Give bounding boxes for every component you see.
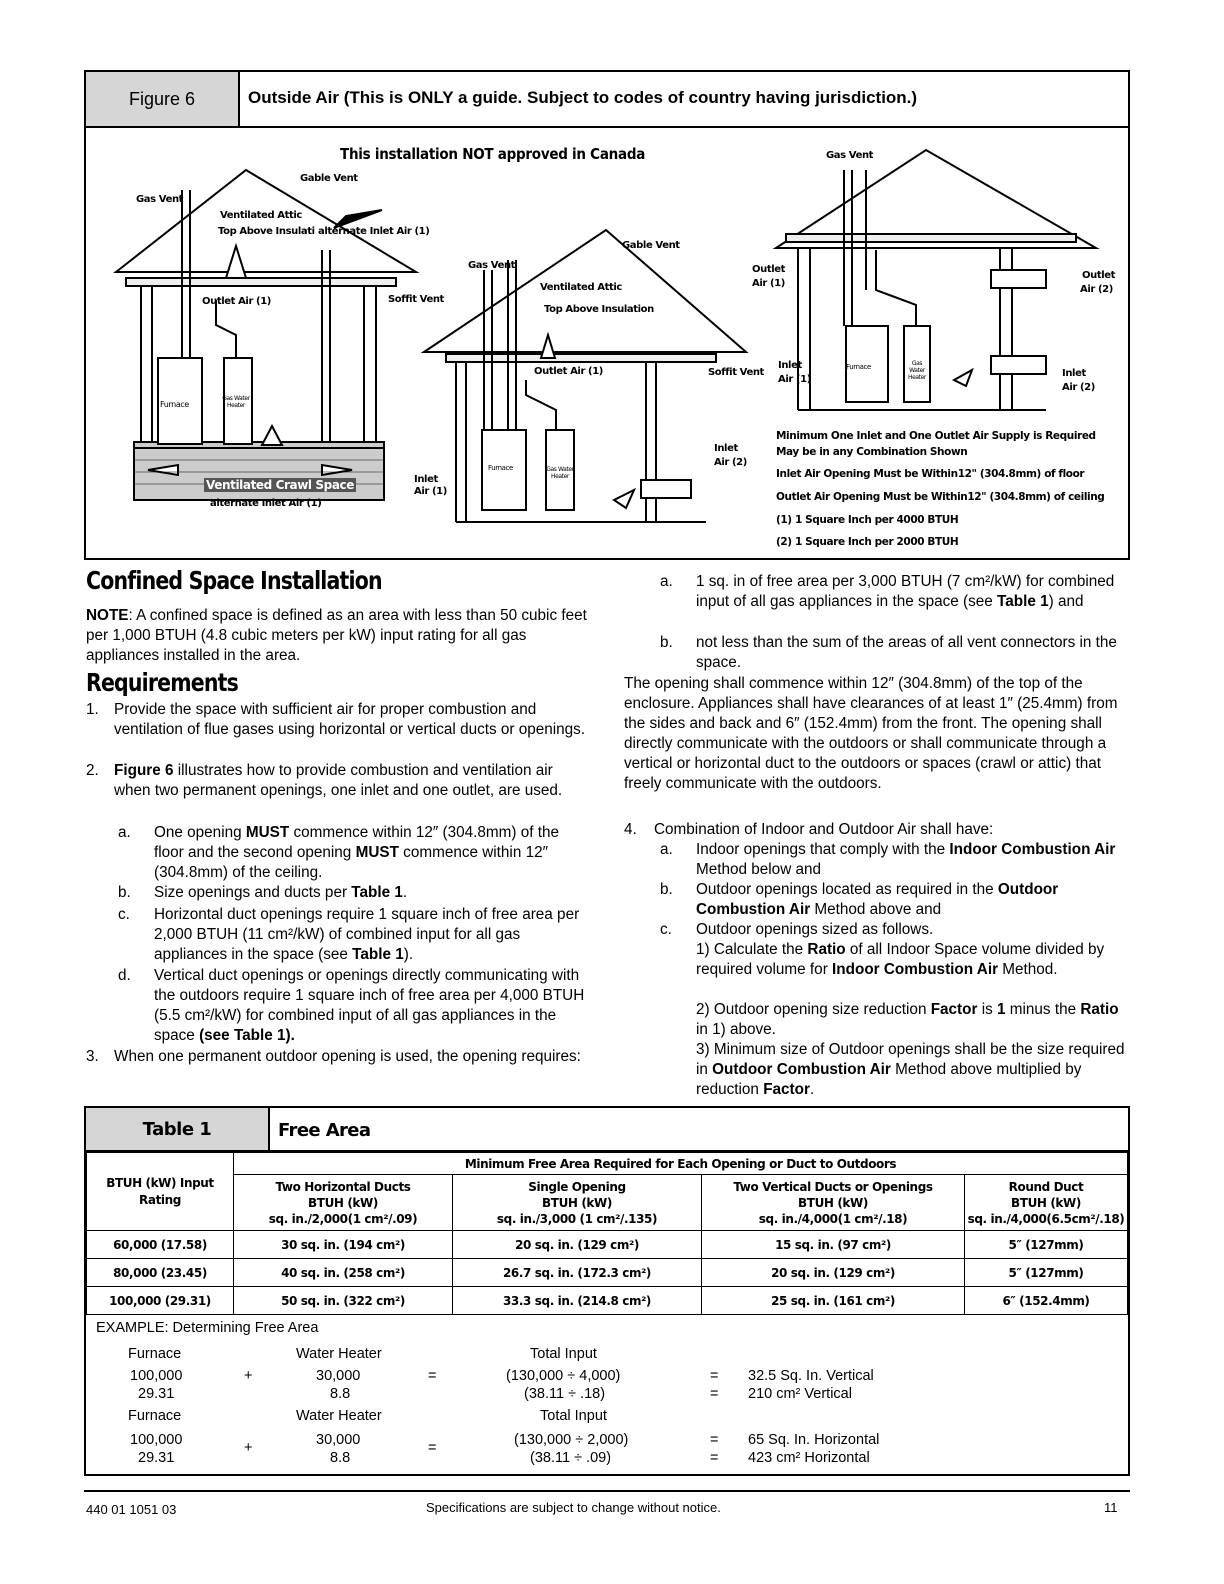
example-result: 65 Sq. In. Horizontal: [748, 1432, 880, 1448]
row-header: BTUH (kW) Input Rating: [87, 1153, 234, 1231]
example-h-water-1: Water Heater: [296, 1346, 382, 1362]
figure-note-6: (2) 1 Square Inch per 2000 BTUH: [776, 536, 959, 548]
example-value: 100,000: [130, 1432, 183, 1448]
col-header-1: Two Horizontal Ducts BTUH (kW) sq. in./2,000(1 cm²/.09): [234, 1175, 453, 1231]
label-air-1-3a: Air (1): [752, 278, 785, 289]
example-h-furnace-2: Furnace: [128, 1408, 182, 1424]
label-crawl-space: Ventilated Crawl Space: [206, 478, 354, 492]
example-eq: =: [428, 1368, 437, 1384]
label-inlet-air-1-h2: Inlet Air (1): [414, 474, 447, 497]
example-h-total-2: Total Input: [540, 1408, 607, 1424]
table-row: 60,000 (17.58) 30 sq. in. (194 cm²) 20 sq. in. (129 cm²) 15 sq. in. (97 cm²) 5″ (127mm): [87, 1231, 1128, 1259]
free-area-table: [86, 1152, 1128, 1315]
figure-note-3: Inlet Air Opening Must be Within12" (304.8mm) of floor: [776, 468, 1085, 480]
example-plus: +: [244, 1440, 253, 1456]
figure-tab: Figure 6: [86, 72, 240, 126]
label-alternate-inlet-below: alternate Inlet Air (1): [210, 498, 322, 509]
label-air-1-3b: Air (1): [778, 374, 811, 385]
step-1: 1) Calculate the Ratio of all Indoor Space volume divided by required volume for Indoor Combustion Air Method.: [696, 941, 1105, 978]
footer-doc-number: 440 01 1051 03: [86, 1502, 177, 1517]
example-value: 29.31: [138, 1386, 175, 1402]
example-result: 423 cm² Horizontal: [748, 1450, 870, 1466]
table-tab: Table 1: [86, 1108, 270, 1150]
opening-paragraph: The opening shall commence within 12″ (304.8mm) of the top of the enclosure. Appliances shall have clearances of at least 1″ (25.4mm) from the sides and back and 6″ (152.4mm) from the front. The opening shall directly communicate with the outdoors or shall communicate through a vertical or horizontal duct to the outdoors or spaces (crawl or attic) that freely communicate with the outdoors.: [624, 675, 1118, 792]
example-eq: =: [710, 1450, 719, 1466]
requirement-2b: Size openings and ducts per Table 1.: [154, 884, 408, 901]
example-value: (38.11 ÷ .18): [524, 1386, 606, 1402]
heading-requirements: Requirements: [86, 668, 239, 697]
label-gas-vent-3: Gas Vent: [826, 150, 874, 161]
example-h-furnace-1: Furnace: [128, 1346, 182, 1362]
step-2: 2) Outdoor opening size reduction Factor is 1 minus the Ratio in 1) above.: [696, 1001, 1119, 1038]
label-furnace-2: Furnace: [488, 464, 513, 472]
label-top-above-insulation-2: Top Above Insulation: [544, 304, 654, 315]
label-air-2-3b: Air (2): [1080, 284, 1113, 295]
requirement-2c: Horizontal duct openings require 1 square inch of free area per 2,000 BTUH (11 cm²/kW) of combined input for all gas appliances in the space (see Table 1).: [154, 906, 580, 963]
span-header: Minimum Free Area Required for Each Opening or Duct to Outdoors: [234, 1153, 1128, 1175]
label-ventilated-attic-1: Ventilated Attic: [220, 210, 302, 221]
example-eq: =: [710, 1432, 719, 1448]
example-value: 8.8: [330, 1450, 351, 1466]
label-furnace-1: Furnace: [160, 400, 189, 409]
figure-note-5: (1) 1 Square Inch per 4000 BTUH: [776, 514, 959, 526]
figure-caption: This installation NOT approved in Canada: [340, 145, 646, 163]
heading-confined-space: Confined Space Installation: [86, 566, 382, 595]
label-top-above-insulation-1: Top Above Insulati: [218, 226, 315, 237]
table-row: 100,000 (29.31) 50 sq. in. (322 cm²) 33.3 sq. in. (214.8 cm²) 25 sq. in. (161 cm²) 6″ (152.4mm): [87, 1287, 1128, 1315]
label-ventilated-attic-2: Ventilated Attic: [540, 282, 622, 293]
requirement-4: Combination of Indoor and Outdoor Air shall have:: [654, 821, 994, 838]
example-eq: =: [428, 1440, 437, 1456]
requirement-2a: One opening MUST commence within 12″ (304.8mm) of the floor and the second opening MUST commence within 12″ (304.8mm) of the ceiling.: [154, 824, 560, 881]
label-inlet-air-2-h2: Inlet Air (2): [714, 443, 747, 468]
example-value: (38.11 ÷ .09): [530, 1450, 612, 1466]
requirement-2: Figure 6 illustrates how to provide combustion and ventilation air when two permanent openings, one inlet and one outlet, are used.: [114, 762, 563, 799]
label-inlet-3b: Inlet: [1062, 368, 1086, 379]
example-result: 32.5 Sq. In. Vertical: [748, 1368, 874, 1384]
label-soffit-vent-1: Soffit Vent: [388, 294, 444, 305]
label-inlet-3a: Inlet: [778, 360, 802, 371]
label-air-2-3c: Air (2): [1062, 382, 1095, 393]
requirement-4c: Outdoor openings sized as follows.: [696, 921, 934, 938]
example-eq: =: [710, 1368, 719, 1384]
requirement-3a: 1 sq. in of free area per 3,000 BTUH (7 cm²/kW) for combined input of all gas appliances in the space (see Table 1) and: [696, 573, 1115, 610]
step-3: 3) Minimum size of Outdoor openings shall be the size required in Outdoor Combustion Air Method above multiplied by reduction Factor.: [696, 1041, 1125, 1098]
requirement-2d: Vertical duct openings or openings directly communicating with the outdoors require 1 square inch of free area per 4,000 BTUH (5.5 cm²/kW) for combined input of all gas appliances in the space (see Table 1).: [154, 967, 585, 1044]
label-gable-vent-1: Gable Vent: [300, 173, 358, 184]
label-alternate-inlet-top: alternate Inlet Air (1): [318, 226, 430, 237]
col-header-4: Round Duct BTUH (kW) sq. in./4,000(6.5cm²/.18): [965, 1175, 1128, 1231]
example-heading: EXAMPLE: Determining Free Area: [96, 1320, 319, 1336]
footer-notice: Specifications are subject to change without notice.: [426, 1500, 721, 1515]
figure-note-4: Outlet Air Opening Must be Within12" (304.8mm) of ceiling: [776, 491, 1105, 503]
figure-note-1: Minimum One Inlet and One Outlet Air Supply is Required: [776, 430, 1096, 442]
example-value: (130,000 ÷ 2,000): [514, 1432, 629, 1448]
example-plus: +: [244, 1368, 253, 1384]
figure-title: Outside Air (This is ONLY a guide. Subject to codes of country having jurisdiction.): [248, 88, 918, 107]
example-value: 29.31: [138, 1450, 175, 1466]
label-water-heater-3: Gas Water Heater: [908, 360, 926, 381]
table-row: 80,000 (23.45) 40 sq. in. (258 cm²) 26.7 sq. in. (172.3 cm²) 20 sq. in. (129 cm²) 5″ (127mm): [87, 1259, 1128, 1287]
footer-page-number: 11: [1104, 1500, 1118, 1515]
example-h-total-1: Total Input: [530, 1346, 597, 1362]
label-gas-vent-2: Gas Vent: [468, 260, 516, 271]
col-header-2: Single Opening BTUH (kW) sq. in./3,000 (1 cm²/.135): [453, 1175, 702, 1231]
requirement-4b: Outdoor openings located as required in the Outdoor Combustion Air Method above and: [696, 881, 1059, 918]
requirement-1: Provide the space with sufficient air for proper combustion and ventilation of flue gases using horizontal or vertical ducts or openings.: [114, 701, 586, 738]
requirement-3b: not less than the sum of the areas of all vent connectors in the space.: [696, 634, 1117, 671]
label-outlet-air-1: Outlet Air (1): [202, 296, 271, 307]
example-result: 210 cm² Vertical: [748, 1386, 852, 1402]
label-water-heater-1: Gas Water Heater: [222, 395, 250, 409]
requirement-3: When one permanent outdoor opening is used, the opening requires:: [114, 1048, 581, 1065]
example-value: 30,000: [316, 1432, 361, 1448]
label-gas-vent-1: Gas Vent: [136, 194, 184, 205]
example-value: (130,000 ÷ 4,000): [506, 1368, 621, 1384]
label-gable-vent-2: Gable Vent: [622, 240, 680, 251]
note-paragraph: NOTE: A confined space is defined as an area with less than 50 cubic feet per 1,000 BTUH (4.8 cubic meters per kW) input rating for all gas appliances installed in the area.: [86, 607, 587, 664]
label-water-heater-2: Gas Water Heater: [546, 466, 574, 480]
figure-note-2: May be in any Combination Shown: [776, 446, 968, 458]
col-header-3: Two Vertical Ducts or Openings BTUH (kW) sq. in./4,000(1 cm²/.18): [702, 1175, 965, 1231]
example-eq: =: [710, 1386, 719, 1402]
example-value: 30,000: [316, 1368, 361, 1384]
example-h-water-2: Water Heater: [296, 1408, 382, 1424]
label-outlet-3a: Outlet: [752, 264, 785, 275]
example-value: 8.8: [330, 1386, 351, 1402]
example-value: 100,000: [130, 1368, 183, 1384]
label-furnace-3: Furnace: [846, 363, 871, 371]
label-outlet-3b: Outlet: [1082, 270, 1115, 281]
footer-rule: [84, 1490, 1130, 1492]
label-soffit-vent-2: Soffit Vent: [708, 367, 764, 378]
table-title: Free Area: [278, 1120, 371, 1141]
label-outlet-air-2: Outlet Air (1): [534, 366, 603, 377]
requirement-4a: Indoor openings that comply with the Indoor Combustion Air Method below and: [696, 841, 1116, 878]
